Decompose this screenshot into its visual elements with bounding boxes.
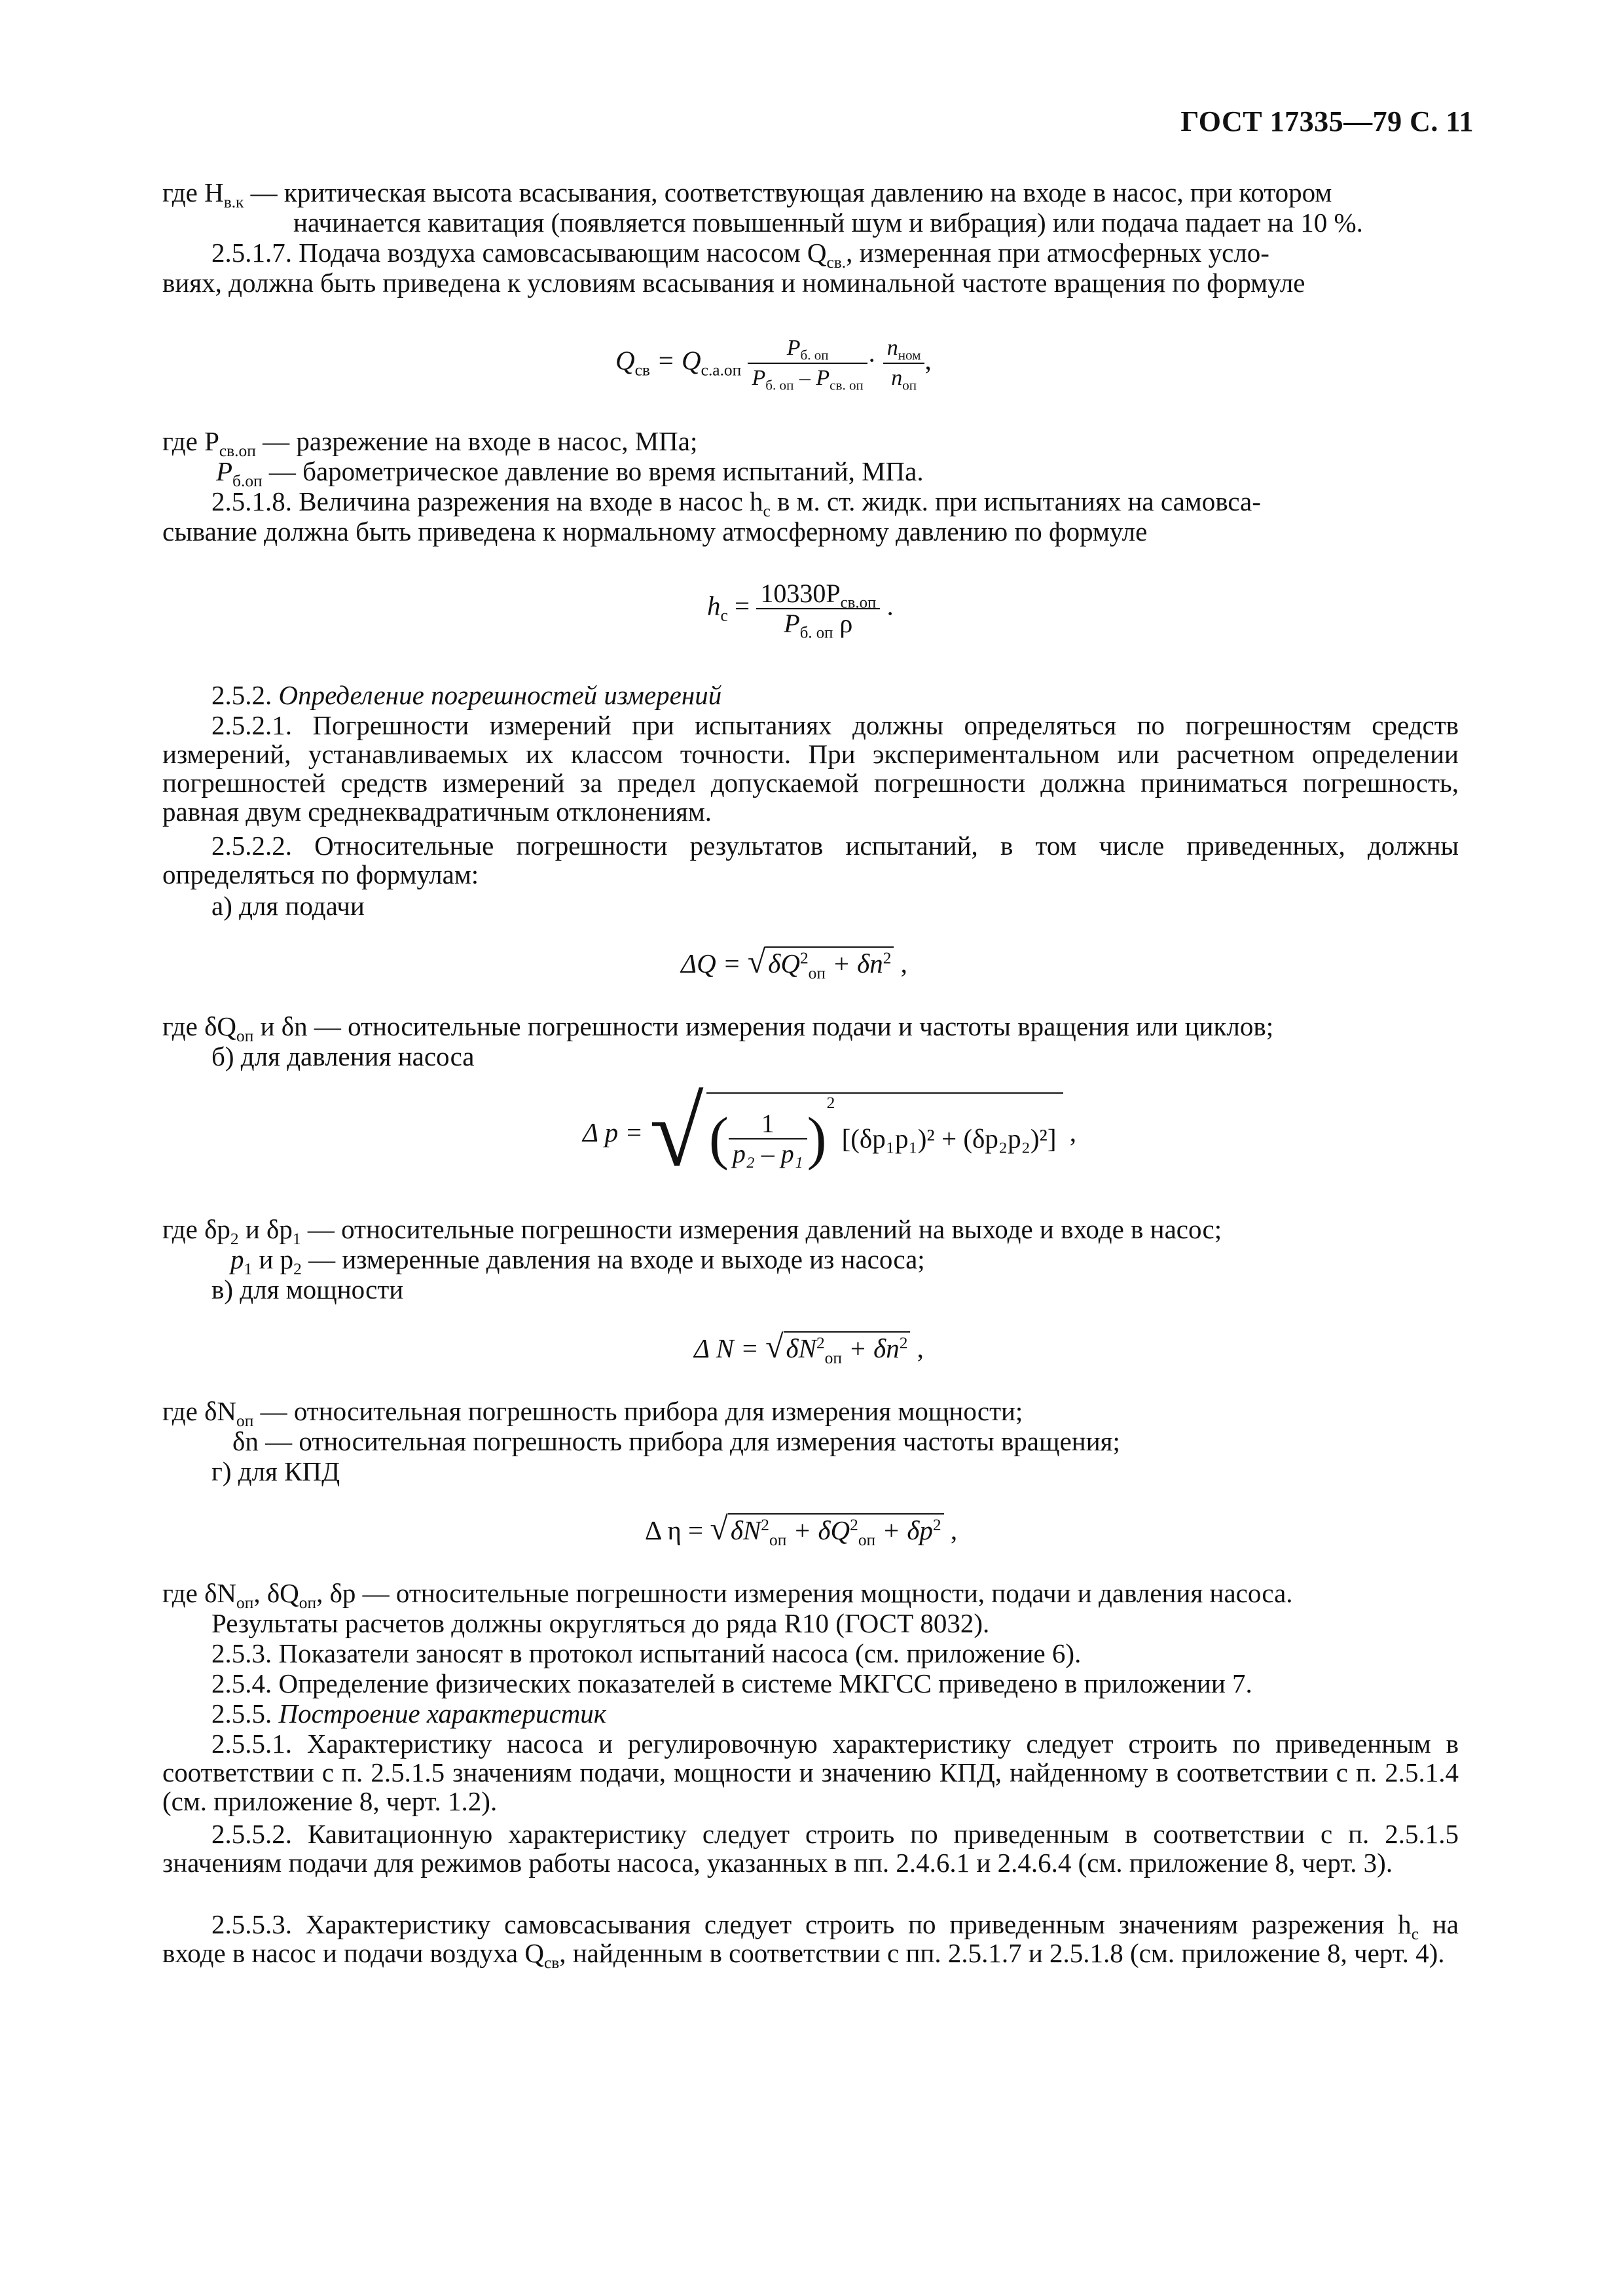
formula-symbol: h — [707, 590, 721, 621]
text-span: и δn — относительные погрешности измерения подачи и частоты вращения или циклов; — [253, 1011, 1274, 1041]
formula-symbol: = Q — [649, 345, 701, 376]
formula-symbol: P — [786, 336, 801, 360]
radical-sign: √ — [747, 943, 766, 980]
formula-symbol: P — [784, 609, 800, 638]
list-item: г) для КПД — [211, 1456, 340, 1486]
subscript: 2 — [293, 1259, 302, 1278]
subscript: оп — [902, 377, 917, 393]
text-span: 2.5.5. — [211, 1698, 279, 1729]
subscript: оп — [769, 1530, 787, 1549]
formula-symbol: , — [910, 1333, 924, 1363]
formula-symbol: 1 — [761, 1108, 775, 1138]
subscript: св.оп — [219, 441, 256, 460]
text-line — [162, 1578, 1293, 1612]
superscript: 2 — [932, 1516, 941, 1535]
formula-symbol: + δQ — [786, 1515, 850, 1545]
text-line — [211, 238, 1269, 272]
subscript: б.оп — [232, 471, 263, 490]
radicand — [784, 1331, 911, 1367]
subscript: б. оп — [765, 377, 794, 393]
formula-air-flow — [615, 334, 932, 393]
formula-symbol: Δ N = — [694, 1333, 766, 1363]
text-span: 2.5.5.3. Характеристику самовсасывания следует строить по приведенным значениям разрежения h — [211, 1909, 1412, 1939]
list-item: а) для подачи — [211, 891, 365, 921]
formula-symbol: , — [943, 1515, 958, 1545]
text-span: в м. ст. жидк. при испытаниях на самовса- — [770, 486, 1261, 516]
text-line: 2.5.3. Показатели заносят в протокол испытаний насоса (см. приложение 6). — [211, 1638, 1082, 1668]
formula-symbol: n — [891, 366, 903, 390]
subscript: св. — [826, 253, 847, 272]
superscript: 2 — [883, 949, 892, 968]
superscript: 2 — [850, 1516, 858, 1535]
subscript: оп — [236, 1026, 254, 1045]
text-span: где δp — [162, 1214, 230, 1244]
formula-delta-eta — [645, 1509, 957, 1547]
formula-symbol: + δp — [875, 1515, 933, 1545]
text-line — [162, 1214, 1222, 1248]
subscript: св — [543, 1953, 560, 1972]
formula-symbol: 10330P — [760, 579, 841, 608]
formula-symbol: , — [1063, 1117, 1077, 1147]
subscript: оп — [824, 1348, 842, 1367]
text-span: — барометрическое давление во время испытаний, МПа. — [262, 456, 924, 486]
paragraph — [162, 1909, 1459, 1972]
text-span: 2.5.1.7. Подача воздуха самовсасывающим насосом Q — [211, 238, 827, 268]
text-span: где H — [162, 177, 224, 207]
subscript: 1 — [292, 1229, 301, 1248]
subscript: св.оп — [840, 594, 877, 612]
paragraph: 2.5.2.2. Относительные погрешности результатов испытаний, в том числе приведенных, должны определяться по формулам: — [162, 831, 1459, 889]
text-line — [162, 1011, 1274, 1045]
formula-symbol: δQ — [768, 948, 800, 978]
fraction — [756, 579, 880, 642]
text-line — [230, 1244, 925, 1278]
subscript: с — [720, 606, 728, 625]
superscript: 2 — [799, 949, 809, 968]
formula-symbol: δN — [786, 1333, 816, 1363]
text-span: , найденным в соответствии с пп. 2.5.1.7 и 2.5.1.8 (см. приложение 8, черт. 4). — [559, 1938, 1445, 1968]
formula-delta-n — [694, 1327, 924, 1365]
formula-symbol: + δn — [825, 948, 883, 978]
paragraph: 2.5.5.1. Характеристику насоса и регулировочную характеристику следует строить по приведенным в соответствии с п. 2.5.1.5 значениям подачи, мощности и значению КПД, найденному в соответствии с п. 2.5.1.4 (см. приложение 8, черт. 1.2). — [162, 1729, 1459, 1816]
page-header: ГОСТ 17335—79 С. 11 — [1180, 105, 1474, 137]
text-line: δn — относительная погрешность прибора для измерения частоты вращения; — [232, 1426, 1120, 1456]
formula-symbol: Q — [615, 345, 635, 376]
formula-symbol: δN — [730, 1515, 761, 1545]
subscript: 1 — [244, 1259, 253, 1278]
formula-delta-q — [681, 942, 907, 980]
formula-symbol: ( — [708, 1106, 729, 1171]
subscript: св. оп — [830, 377, 864, 393]
section-title: Построение характеристик — [278, 1698, 606, 1729]
text-span: 2.5.1.8. Величина разрежения на входе в насос h — [211, 486, 763, 516]
radicand — [728, 1513, 944, 1549]
subscript: св — [634, 361, 650, 380]
paragraph: 2.5.2.1. Погрешности измерений при испытаниях должны определяться по погрешностям средств измерений, устанавливаемых их классом точности. При экспериментальном или расчетном определении погрешностей средств измерений за предел допускаемой погрешности должна приниматься погрешность, равная двум среднеквадратичным отклонениям. — [162, 710, 1459, 827]
text-span: — относительная погрешность прибора для измерения мощности; — [253, 1396, 1023, 1426]
text-span: — измеренные давления на входе и выходе из насоса; — [301, 1244, 925, 1274]
text-span: где P — [162, 426, 219, 456]
formula-symbol: p₂ – p₁ — [732, 1138, 803, 1168]
subscript: 2 — [230, 1229, 239, 1248]
subscript: ном — [898, 347, 921, 363]
list-item: б) для давления насоса — [211, 1041, 475, 1071]
text-span: и δp — [238, 1214, 293, 1244]
paragraph: 2.5.5.2. Кавитационную характеристику следует строить по приведенным в соответствии с п. 2.5.1.5 значениям подачи для режимов работы насоса, указанных в пп. 2.4.6.1 и 2.4.6.4 (см. приложение 8, черт. 3). — [162, 1819, 1459, 1878]
subscript: б. оп — [800, 347, 829, 363]
formula-symbol: . — [880, 590, 894, 621]
subscript: оп — [858, 1530, 876, 1549]
section-title: Определение погрешностей измерений — [278, 680, 722, 710]
radical-sign: √ — [765, 1328, 784, 1365]
text-span: , измеренная при атмосферных усло- — [846, 238, 1269, 268]
formula-symbol: p — [230, 1244, 244, 1274]
subscript: оп — [299, 1593, 317, 1612]
superscript: 2 — [899, 1334, 908, 1353]
text-span: — разрежение на входе в насос, МПа; — [255, 426, 698, 456]
text-span: — критическая высота всасывания, соответствующая давлению на входе в насос, при котором — [244, 177, 1332, 207]
formula-symbol: , — [894, 948, 907, 978]
text-line: 2.5.4. Определение физических показателей в системе МКГСС приведено в приложении 7. — [211, 1668, 1252, 1698]
text-span: , δQ — [253, 1578, 299, 1608]
fraction — [729, 1109, 807, 1168]
text-span: где δN — [162, 1396, 237, 1426]
text-line: Результаты расчетов должны округляться до ряда R10 (ГОСТ 8032). — [211, 1608, 990, 1638]
section-heading — [211, 681, 721, 709]
text-span: на входе в насос и подачи воздуха Q — [162, 1909, 1459, 1968]
subscript: оп — [236, 1593, 254, 1612]
list-item: в) для мощности — [211, 1274, 404, 1304]
formula-symbol: ) — [807, 1106, 827, 1171]
text-span: 2.5.2. — [211, 680, 279, 710]
subscript: оп — [808, 963, 826, 982]
text-line — [162, 426, 698, 460]
text-line — [162, 177, 1332, 211]
formula-symbol: = — [727, 590, 757, 621]
formula-symbol: ρ — [833, 609, 853, 638]
radical-sign: √ — [710, 1510, 728, 1547]
text-span: и p — [252, 1244, 294, 1274]
text-line — [211, 486, 1261, 520]
formula-symbol: , — [924, 345, 932, 376]
text-span: , δp — относительные погрешности измерения мощности, подачи и давления насоса. — [316, 1578, 1293, 1608]
superscript: 2 — [816, 1334, 825, 1353]
radicand — [706, 1092, 1063, 1172]
formula-symbol: · — [867, 345, 877, 376]
text-span: где δQ — [162, 1011, 237, 1041]
subscript: с — [1411, 1924, 1419, 1943]
fraction — [883, 334, 925, 393]
text-span: где δN — [162, 1578, 237, 1608]
formula-vacuum — [707, 579, 894, 642]
subscript: в.к — [223, 192, 244, 211]
formula-symbol: n — [886, 336, 898, 360]
radicand — [765, 946, 894, 982]
radical-sign: √ — [649, 1078, 704, 1187]
text-line — [216, 456, 924, 490]
formula-symbol: P — [752, 366, 766, 390]
formula-symbol: + δn — [841, 1333, 900, 1363]
subscript: с.а.оп — [701, 361, 742, 380]
superscript: 2 — [826, 1093, 835, 1112]
formula-symbol: ΔQ = — [681, 948, 748, 978]
section-heading — [211, 1699, 606, 1728]
subscript: с — [763, 501, 771, 520]
text-span: — относительные погрешности измерения давлений на выходе и входе в насос; — [301, 1214, 1222, 1244]
formula-symbol: P — [216, 456, 233, 486]
text-line: сывание должна быть приведена к нормальному атмосферному давлению по формуле — [162, 516, 1148, 547]
text-line: виях, должна быть приведена к условиям всасывания и номинальной частоте вращения по формуле — [162, 268, 1305, 298]
subscript: оп — [236, 1411, 254, 1430]
fraction — [748, 334, 867, 393]
formula-delta-p — [583, 1078, 1077, 1187]
formula-symbol: [(δp₁p₁)² + (δp₂p₂)²] — [841, 1123, 1057, 1154]
superscript: 2 — [761, 1516, 769, 1535]
subscript: б. оп — [799, 624, 833, 642]
formula-symbol: Δ η = — [645, 1515, 710, 1545]
text-line: начинается кавитация (появляется повышенный шум и вибрация) или подача падает на 10 %. — [293, 207, 1363, 238]
formula-symbol: Δ p = — [583, 1117, 643, 1147]
formula-symbol: – P — [793, 366, 830, 390]
text-line — [162, 1396, 1023, 1430]
